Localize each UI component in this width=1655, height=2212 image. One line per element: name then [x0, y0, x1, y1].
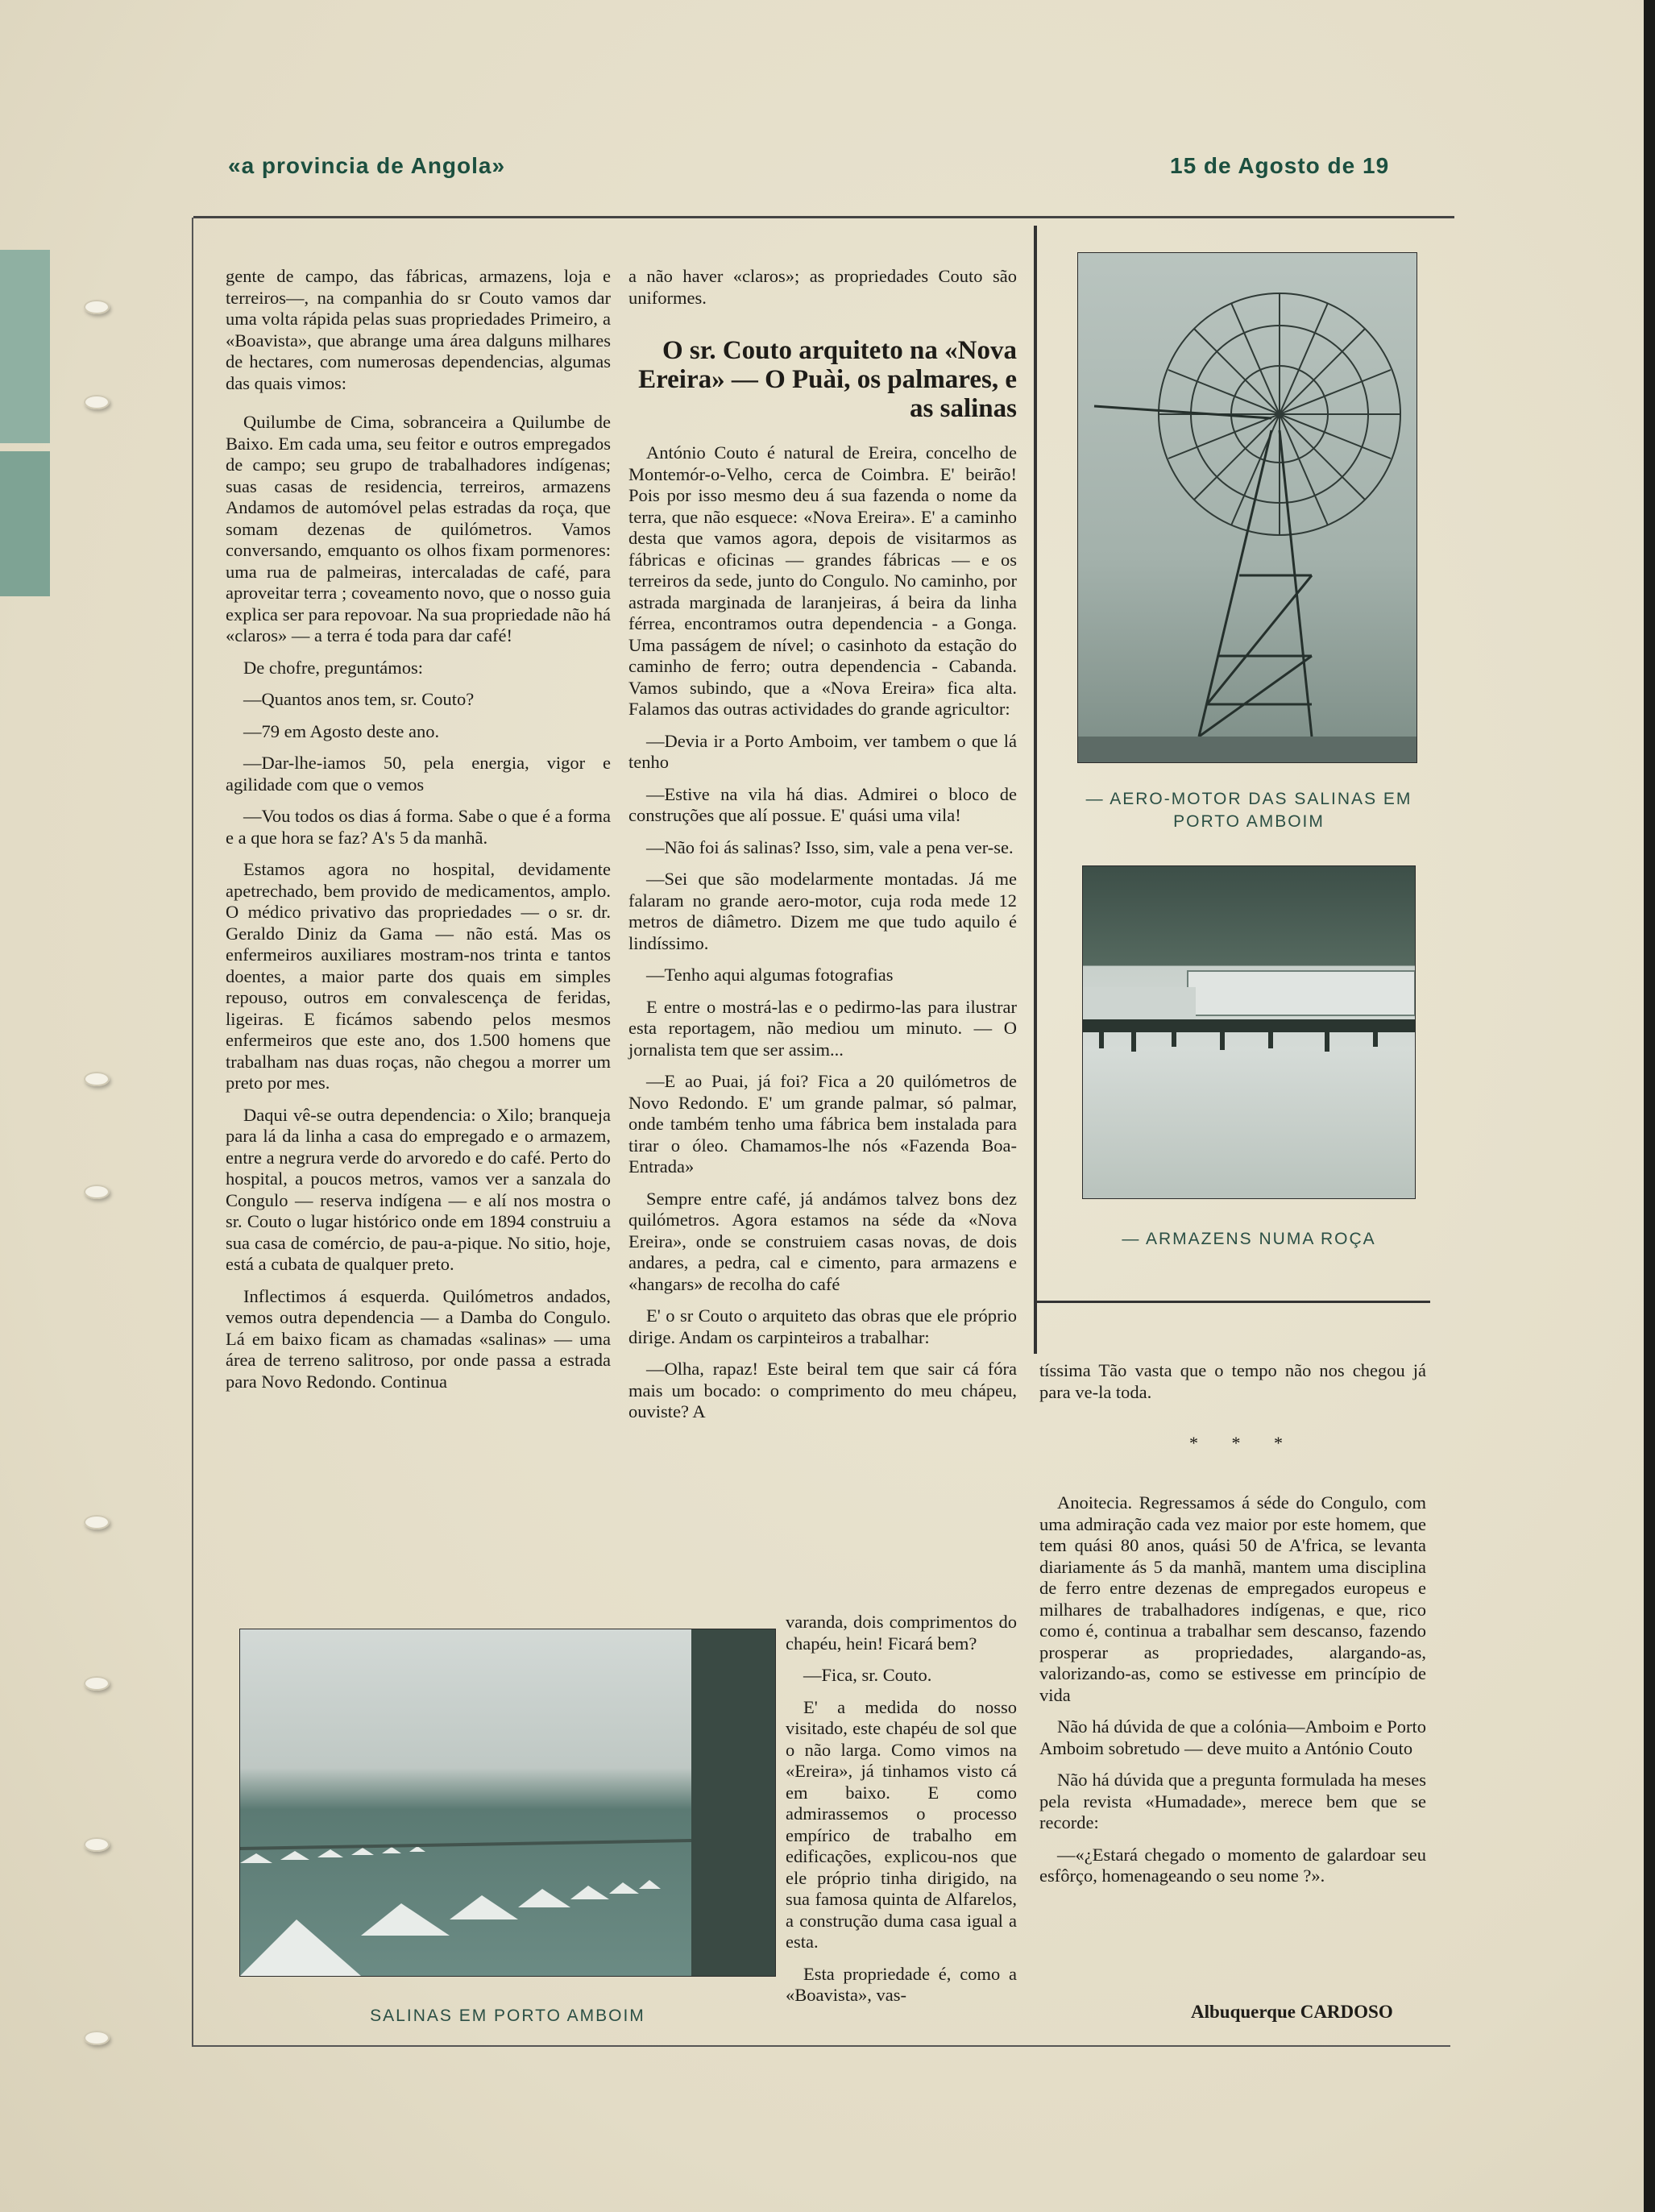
article-column-2-continuation [786, 1612, 1017, 2017]
running-head-date: 15 de Agosto de 19 [1170, 153, 1390, 178]
photo-aeromotor [1078, 253, 1416, 762]
article-column-3-body [1039, 1492, 1426, 1898]
article-column-1 [226, 266, 611, 1403]
paragraph: —Fica, sr. Couto. [803, 1665, 932, 1685]
paragraph: E' o sr Couto o arquiteto das obras que ele próprio dirige. Andam os carpinteiros a trabalhar: [628, 1305, 1017, 1347]
paragraph: —Não foi ás salinas? Isso, sim, vale a pena ver-se. [646, 836, 1014, 857]
paragraph: E entre o mostrá-las e o pedirmo-las para ilustrar esta reportagem, não mediou um minuto. — O jornalista tem que ser assim... [628, 996, 1017, 1060]
photo-salinas [240, 1629, 775, 1976]
paragraph: —Devia ir a Porto Amboim, ver tambem o que lá tenho [628, 730, 1017, 772]
punch-hole [84, 1185, 110, 1199]
photo-armazens [1083, 866, 1415, 1198]
photo-caption-armazens: — ARMAZENS NUMA ROÇA [1122, 1230, 1376, 1248]
paragraph: —Vou todos os dias á forma. Sabe o que é a forma e a que hora se faz? A's 5 da manhã. [226, 806, 611, 848]
paragraph: Inflectimos á esquerda. Quilómetros andados, vemos outra dependencia — a Damba do Congulo. Lá em baixo ficam as chamadas «salinas» — uma área de terreno salitroso, por onde passa a estrada para Novo Redondo. Continua [226, 1285, 611, 1392]
section-break-stars: * * * [1189, 1433, 1297, 1453]
left-frame-rule [192, 218, 193, 2047]
author-signature: Albuquerque CARDOSO [1191, 2002, 1393, 2022]
paragraph: gente de campo, das fábricas, armazens, loja e terreiros—, na companhia do sr Couto vamos dar uma volta rápida pelas suas propriedades Primeiro, a «Boavista», que abrange uma área dalguns milhares de hectares, com numerosas dependencias, algumas das quais vimos: [226, 266, 611, 393]
binding-tab-upper [0, 250, 50, 443]
paragraph: Não há dúvida de que a colónia—Amboim e Porto Amboim sobretudo — deve muito a António Couto [1039, 1716, 1426, 1758]
column-rule-right [1034, 226, 1037, 1354]
punch-hole [84, 1837, 110, 1852]
paragraph: Daqui vê-se outra dependencia: o Xilo; branqueja para lá da linha a casa do empregado e o armazem, entre a negrura verde do arvoredo e do café. Perto do hospital, a poucos metros, vamos ver a sanzala do Congulo — reserva indígena — e alí nos mostra o sr. Couto o lugar histórico onde em 1894 construiu a sua casa de comércio, de pau-a-pique. No sitio, hoje, está a cubata de qualquer preto. [226, 1104, 611, 1274]
punch-hole [84, 1515, 110, 1529]
paragraph: Esta propriedade é, como a «Boavista», vas- [786, 1963, 1017, 2005]
punch-hole [84, 395, 110, 409]
paragraph: a não haver «claros»; as propriedades Couto são uniformes. [628, 266, 1017, 308]
photo-box-bottom-rule [1035, 1301, 1430, 1303]
punch-hole [84, 300, 110, 314]
paragraph: Sempre entre café, já andámos talvez bons dez quilómetros. Agora estamos na séde da «Nova Ereira», onde se construiem casas novas, de dois andares, a pedra, cal e cimento, para armazens e «hangars» de recolha do café [628, 1188, 1017, 1294]
salt-piles-illustration [240, 1629, 775, 1976]
punch-hole [84, 1072, 110, 1086]
paragraph: —E ao Puai, já foi? Fica a 20 quilómetros de Novo Redondo. E' um grande palmar, só palmar, onde também tenho uma fábrica bem instalada para tirar o óleo. Chamamos-lhe nós «Fazenda Boa-Entrada» [628, 1071, 1017, 1177]
paragraph: Quilumbe de Cima, sobranceira a Quilumbe de Baixo. Em cada uma, seu feitor e outros empregados de campo; seu grupo de trabalhadores indígenas; suas casas de residencia, terreiros, armazens Andamos de automóvel pelas estradas da roça, que somam dezenas de quilómetros. Vamos conversando, emquanto os olhos fixam pormenores: uma rua de palmeiras, intercaladas de café, para aproveitar terra ; coveamento novo, que o nosso guia explica ser para repovoar. Na sua propriedade não há «claros» — a terra é toda para dar café! [226, 412, 611, 645]
punch-hole [84, 2031, 110, 2045]
paragraph: —79 em Agosto deste ano. [243, 720, 440, 741]
photo-caption-salinas: SALINAS EM PORTO AMBOIM [370, 2007, 645, 2025]
windmill-illustration [1078, 253, 1416, 762]
paragraph: Anoitecia. Regressamos á séde do Congulo, com uma admiração cada vez maior por este homem, que tem quási 80 anos, quási 50 de A'frica, se levanta diariamente ás 5 da manhã, mantem uma disciplina de ferro entre dezenas de empregados europeus e milhares de trabalhadores indígenas, e que, rico como é, continua a trabalhar sem descanso, fazendo prosperar as propriedades, alargando-as, valorizando-as, como se estivesse em princípio de vida [1039, 1492, 1426, 1705]
paragraph: —Quantos anos tem, sr. Couto? [243, 689, 475, 709]
running-head-publication: «a provincia de Angola» [228, 153, 506, 178]
paragraph: —«¿Estará chegado o momento de galardoar seu esfôrço, homenageando o seu nome ?». [1039, 1844, 1426, 1886]
paragraph: Estamos agora no hospital, devidamente apetrechado, bem provido de medicamentos, amplo. O médico privativo das propriedades — o sr. dr. Geraldo Diniz da Gama — não está. Mas os enfermeiros auxiliares mostram-nos trinta e tantos doentes, a maior parte dos quais em simples repouso, outros em convalescença de feridas, ligeiras. E ficámos sabendo pelos mesmos enfermeiros que este ano, dos 1.500 homens que trabalham nas duas roças, não chegou a morrer um preto por mes. [226, 859, 611, 1093]
paragraph: —Tenho aqui algumas fotografias [646, 965, 894, 985]
paragraph: Não há dúvida que a pregunta formulada ha meses pela revista «Humadade», merece bem que se recorde: [1039, 1770, 1426, 1832]
paragraph: António Couto é natural de Ereira, concelho de Montemór-o-Velho, cerca de Coimbra. E' beirão! Pois por isso mesmo deu á sua fazenda o nome da terra, que não esquece: «Nova Ereira». E' a caminho desta que vamos agora, depois de visitarmos as fábricas e oficinas — grandes fábricas — e os terreiros da sede, junto do Congulo. No caminho, por astrada marginada de laranjeiras, á beira da linha férrea, encontramos outra dependencia - a Gonga. Uma passágem de nível; o casinhoto da estação do caminho de ferro; outra dependencia - Cabanda. Vamos subindo, que a «Nova Ereira» fica alta. Falamos das outras actividades do grande agricultor: [628, 442, 1017, 719]
subheadline: O sr. Couto arquiteto na «Nova Ereira» — O Puài, os palmares, e as salinas [638, 336, 1017, 423]
paragraph: —Dar-lhe-iamos 50, pela energia, vigor e agilidade com que o vemos [226, 753, 611, 795]
photo-caption-aeromotor: — AERO-MOTOR DAS SALINAS EM PORTO AMBOIM [1085, 790, 1412, 831]
paragraph: tíssima Tão vasta que o tempo não nos chegou já para ve-la toda. [1039, 1360, 1426, 1402]
paragraph: E' a medida do nosso visitado, este chapéu de sol que o não larga. Como vimos na «Ereira», já tinhamos visto cá em baixo. E como admirassemos o processo empírico de trabalho em edificações, explicou-nos que ele próprio tinha dirigido, na sua famosa quinta de Alfarelos, a construção duma casa igual a esta. [786, 1696, 1017, 1952]
paragraph: —Estive na vila há dias. Admirei o bloco de construções que alí possue. E' quási uma vila! [628, 783, 1017, 825]
article-column-3 [1039, 1360, 1426, 1413]
paragraph: —Sei que são modelarmente montadas. Já me falaram no grande aero-motor, cuja roda mede 12 metros de diâmetro. Dizem me que tudo aquilo é lindíssimo. [628, 869, 1017, 953]
paragraph: De chofre, preguntámos: [243, 657, 424, 678]
punch-hole [84, 1676, 110, 1691]
paragraph: —Olha, rapaz! Este beiral tem que sair cá fóra mais um bocado: o comprimento do meu chápeu, ouviste? A [628, 1359, 1017, 1421]
article-column-2 [628, 266, 1017, 1434]
warehouse-illustration [1083, 866, 1415, 1198]
header-rule [193, 216, 1454, 218]
page-bottom-rule [193, 2045, 1450, 2047]
paragraph: varanda, dois comprimentos do chapéu, hein! Ficará bem? [786, 1612, 1017, 1654]
binding-tab-lower [0, 451, 50, 596]
